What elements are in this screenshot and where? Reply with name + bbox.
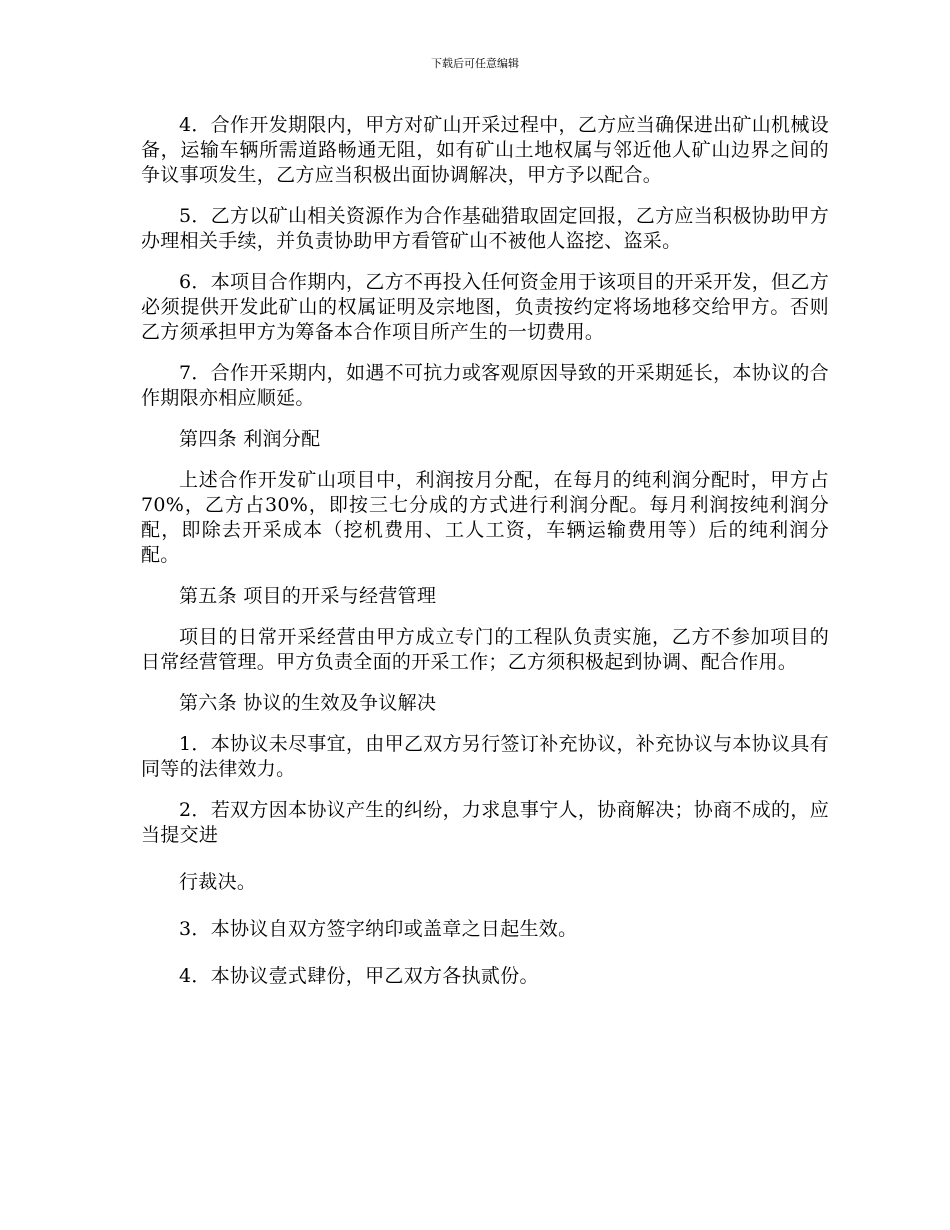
page-header-note: 下载后可任意编辑 (431, 57, 519, 70)
article-4-heading: 第四条 利润分配 (179, 428, 321, 450)
clause-3-item-6: 6．本项目合作期内，乙方不再投入任何资金用于该项目的开采开发，但乙方必须提供开发此矿山的权属证明及宗地图，负责按约定将场地移交给甲方。否则乙方须承担甲方为筹备本合作项目所产生的一切费用。 (141, 271, 829, 343)
article-6-heading: 第六条 协议的生效及争议解决 (179, 692, 437, 714)
article-6-item-2: 2．若双方因本协议产生的纠纷，力求息事宁人，协商解决；协商不成的，应当提交进 (141, 799, 829, 846)
clause-3-item-4: 4．合作开发期限内，甲方对矿山开采过程中，乙方应当确保进出矿山机械设备，运输车辆所需道路畅通无阻，如有矿山土地权属与邻近他人矿山边界之间的争议事项发生，乙方应当积极出面协调解决，甲方予以配合。 (141, 114, 829, 186)
article-5-heading: 第五条 项目的开采与经营管理 (179, 585, 437, 607)
article-5-body: 项目的日常开采经营由甲方成立专门的工程队负责实施，乙方不参加项目的日常经营管理。甲方负责全面的开采工作；乙方须积极起到协调、配合作用。 (141, 626, 829, 673)
article-4-body: 上述合作开发矿山项目中，利润按月分配，在每月的纯利润分配时，甲方占70%，乙方占30%，即按三七分成的方式进行利润分配。每月利润按纯利润分配，即除去开采成本（挖机费用、工人工资，车辆运输费用等）后的纯利润分配。 (141, 469, 829, 566)
clause-3-item-5: 5．乙方以矿山相关资源作为合作基础猎取固定回报，乙方应当积极协助甲方办理相关手续，并负责协助甲方看管矿山不被他人盗挖、盗采。 (141, 205, 829, 252)
article-6-item-2-continued: 行裁决。 (179, 871, 257, 893)
clause-3-item-7: 7．合作开采期内，如遇不可抗力或客观原因导致的开采期延长，本协议的合作期限亦相应顺延。 (141, 362, 829, 409)
article-6-item-1: 1．本协议未尽事宜，由甲乙双方另行签订补充协议，补充协议与本协议具有同等的法律效力。 (141, 733, 829, 780)
article-6-item-4: 4．本协议壹式肆份，甲乙双方各执贰份。 (179, 965, 539, 987)
document-body (141, 113, 829, 1005)
article-6-item-3: 3．本协议自双方签字纳印或盖章之日起生效。 (179, 918, 578, 940)
